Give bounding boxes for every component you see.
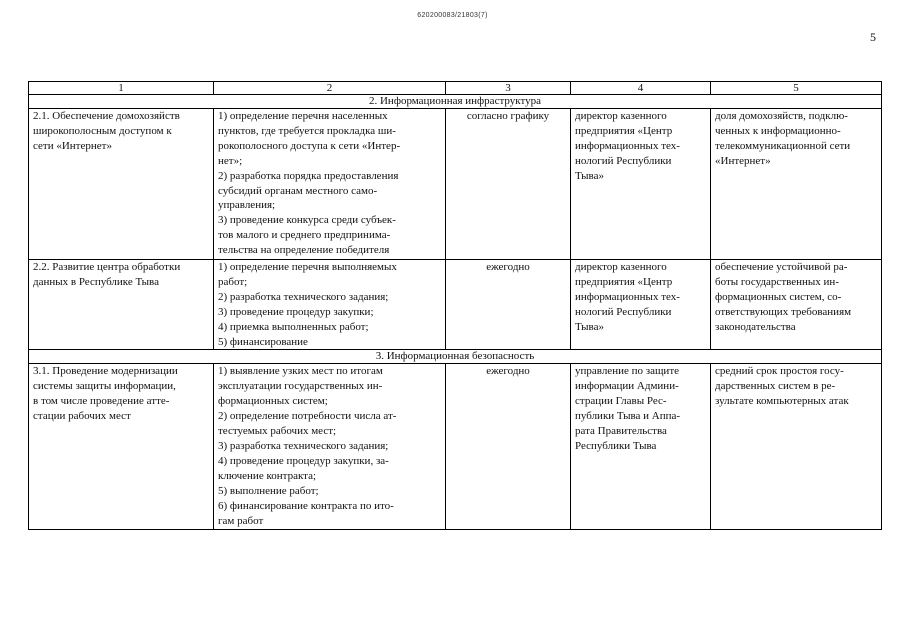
activity-steps-cell: 1) выявление узких мест по итогам эксплуатации государственных ин- формационных систем; 2) определение потребности числа ат- тестуемых рабочих мест; 3) разработка технического задания; 4) проведение процедур закупки, за- ключение контракта; 5) выполнение работ; 6) финансирование контракта по ито- гам работ <box>214 364 446 530</box>
table-row <box>29 364 882 530</box>
activities-table <box>28 81 882 530</box>
page-number: 5 <box>870 30 876 44</box>
section-title: 2. Информационная инфраструктура <box>29 95 882 109</box>
column-header-1: 1 <box>29 82 214 95</box>
column-header-4: 4 <box>571 82 711 95</box>
indicator-cell: обеспечение устойчивой ра- боты государственных ин- формационных систем, со- ответствующих требованиям законодательства <box>711 260 882 350</box>
deadline-cell: ежегодно <box>446 260 571 350</box>
column-header-2: 2 <box>214 82 446 95</box>
indicator-cell: средний срок простоя госу- дарственных систем в ре- зультате компьютерных атак <box>711 364 882 530</box>
table-row <box>29 109 882 260</box>
activity-name-cell: 2.1. Обеспечение домохозяйств широкополосным доступом к сети «Интернет» <box>29 109 214 260</box>
section-row <box>29 350 882 364</box>
responsible-cell: директор казенного предприятия «Центр информационных тех- нологий Республики Тыва» <box>571 260 711 350</box>
activity-steps-cell: 1) определение перечня населенных пунктов, где требуется прокладка ши- рокополосного доступа к сети «Интер- нет»; 2) разработка порядка предоставления субсидий органам местного само- управления; 3) проведение конкурса среди субъек- тов малого и среднего предпринима- тельства на определение победителя <box>214 109 446 260</box>
indicator-cell: доля домохозяйств, подклю- ченных к информационно- телекоммуникационной сети «Интернет» <box>711 109 882 260</box>
activity-name-cell: 3.1. Проведение модернизации системы защиты информации, в том числе проведение атте- стации рабочих мест <box>29 364 214 530</box>
table-row <box>29 260 882 350</box>
deadline-cell: ежегодно <box>446 364 571 530</box>
responsible-cell: управление по защите информации Админи- страции Главы Рес- публики Тыва и Аппа- рата Правительства Республики Тыва <box>571 364 711 530</box>
deadline-cell: согласно графику <box>446 109 571 260</box>
section-title: 3. Информационная безопасность <box>29 350 882 364</box>
activity-steps-cell: 1) определение перечня выполняемых работ; 2) разработка технического задания; 3) проведение процедур закупки; 4) приемка выполненных работ; 5) финансирование <box>214 260 446 350</box>
activity-name-cell: 2.2. Развитие центра обработки данных в Республике Тыва <box>29 260 214 350</box>
column-header-3: 3 <box>446 82 571 95</box>
section-row <box>29 95 882 109</box>
document-code: 620200083/21803(7) <box>417 12 488 19</box>
responsible-cell: директор казенного предприятия «Центр информационных тех- нологий Республики Тыва» <box>571 109 711 260</box>
column-number-row <box>29 82 882 95</box>
column-header-5: 5 <box>711 82 882 95</box>
